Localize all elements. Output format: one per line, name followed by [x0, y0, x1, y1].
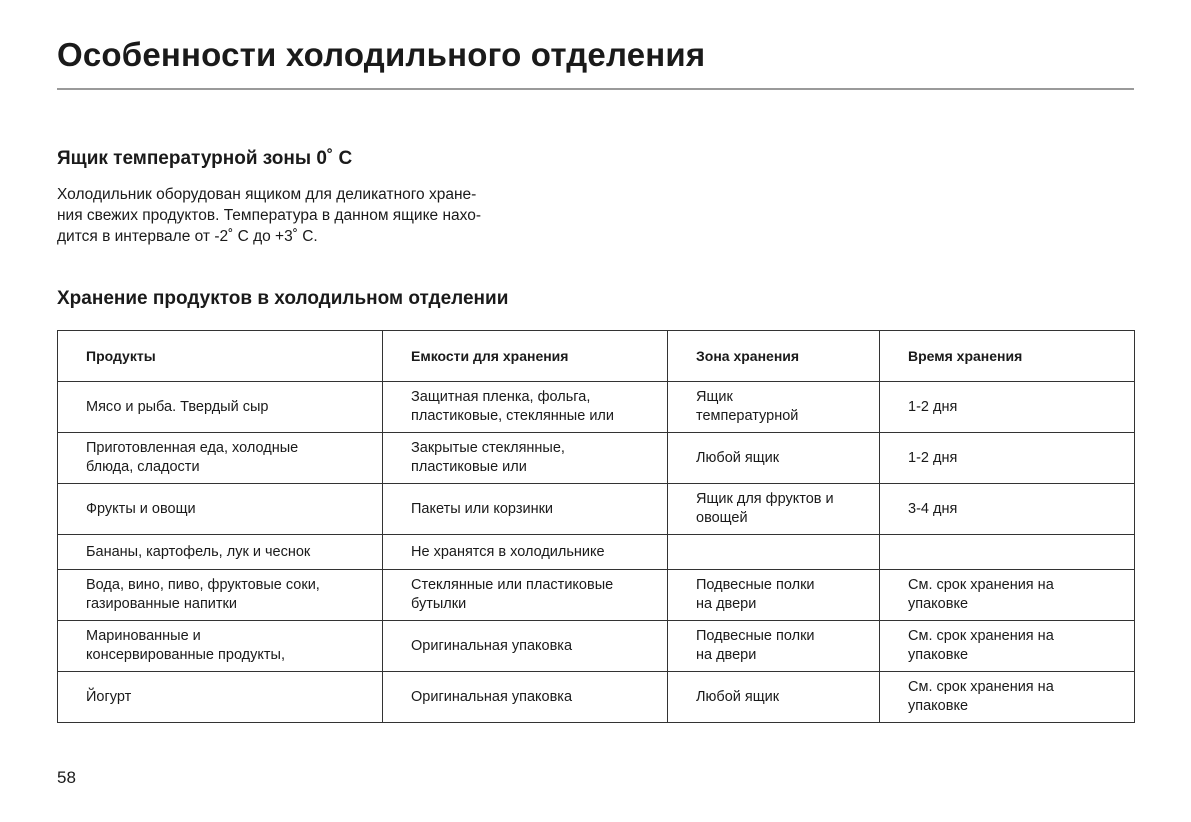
table-row	[58, 621, 1135, 672]
cell-line: Оригинальная упаковка	[411, 637, 573, 654]
header-containers: Емкости для хранения	[383, 331, 668, 382]
cell-line: газированные напитки	[86, 596, 237, 612]
cell-line: Подвесные полки	[696, 628, 815, 644]
cell-line: Не хранятся в холодильнике	[411, 543, 605, 560]
cell-time	[880, 535, 1135, 570]
cell-line: упаковке	[908, 647, 969, 663]
cell-zone	[668, 570, 880, 621]
cell-product	[58, 621, 383, 672]
cell-container	[383, 484, 668, 535]
cell-product	[58, 535, 383, 570]
header-products: Продукты	[58, 331, 383, 382]
cell-line: пластиковые или	[411, 459, 527, 475]
cell-zone	[668, 672, 880, 723]
intro-line: дится в интервале от -2˚ С до +3˚ С.	[57, 228, 318, 245]
section-heading-storage: Хранение продуктов в холодильном отделении	[57, 288, 509, 309]
cell-line: См. срок хранения на	[908, 628, 1054, 644]
cell-time	[880, 484, 1135, 535]
header-zone: Зона хранения	[668, 331, 880, 382]
table-row	[58, 570, 1135, 621]
cell-time	[880, 672, 1135, 723]
cell-zone	[668, 433, 880, 484]
cell-time	[880, 382, 1135, 433]
cell-line: Закрытые стеклянные,	[411, 440, 565, 456]
cell-product	[58, 433, 383, 484]
cell-line: Любой ящик	[696, 449, 780, 466]
page-number: 58	[57, 768, 76, 787]
cell-container	[383, 433, 668, 484]
cell-zone	[668, 535, 880, 570]
cell-line: Вода, вино, пиво, фруктовые соки,	[86, 577, 320, 593]
cell-line: Фрукты и овощи	[86, 500, 196, 517]
header-time: Время хранения	[880, 331, 1135, 382]
page-title: Особенности холодильного отделения	[57, 36, 706, 73]
cell-product	[58, 570, 383, 621]
cell-line: 1-2 дня	[908, 449, 958, 466]
cell-line: на двери	[696, 647, 757, 663]
cell-line: Приготовленная еда, холодные	[86, 440, 299, 456]
cell-container	[383, 535, 668, 570]
cell-line: 3-4 дня	[908, 500, 958, 517]
cell-line: Оригинальная упаковка	[411, 688, 573, 705]
cell-line: Пакеты или корзинки	[411, 500, 554, 517]
intro-line: ния свежих продуктов. Температура в данном ящике нахо-	[57, 207, 482, 224]
cell-line: упаковке	[908, 698, 969, 714]
storage-table	[57, 330, 1135, 723]
cell-line: Йогурт	[86, 688, 132, 705]
cell-time	[880, 621, 1135, 672]
cell-line: консервированные продукты,	[86, 647, 285, 663]
cell-line: температурной	[696, 408, 799, 424]
cell-line: Стеклянные или пластиковые	[411, 577, 614, 593]
cell-time	[880, 433, 1135, 484]
cell-line: Защитная пленка, фольга,	[411, 389, 591, 405]
intro-paragraph	[57, 184, 597, 247]
cell-container	[383, 672, 668, 723]
cell-product	[58, 484, 383, 535]
cell-container	[383, 570, 668, 621]
cell-line: овощей	[696, 510, 748, 526]
intro-line: Холодильник оборудован ящиком для деликатного хране-	[57, 186, 477, 203]
cell-product	[58, 672, 383, 723]
cell-line: бутылки	[411, 596, 467, 612]
table-header-row	[58, 331, 1135, 382]
section-heading-temperature-zone: Ящик температурной зоны 0˚ С	[57, 148, 353, 169]
cell-line: Ящик для фруктов и	[696, 491, 834, 507]
table-row	[58, 382, 1135, 433]
cell-line: блюда, сладости	[86, 459, 200, 475]
cell-line: пластиковые, стеклянные или	[411, 408, 614, 424]
table-body	[58, 382, 1135, 723]
cell-line: Любой ящик	[696, 688, 780, 705]
cell-line: Маринованные и	[86, 628, 201, 644]
cell-line: Бананы, картофель, лук и чеснок	[86, 543, 311, 560]
cell-zone	[668, 621, 880, 672]
cell-line: См. срок хранения на	[908, 577, 1054, 593]
table-row	[58, 672, 1135, 723]
cell-line: на двери	[696, 596, 757, 612]
cell-line: Подвесные полки	[696, 577, 815, 593]
cell-zone	[668, 484, 880, 535]
cell-zone	[668, 382, 880, 433]
cell-line: упаковке	[908, 596, 969, 612]
cell-line: См. срок хранения на	[908, 679, 1054, 695]
table-row	[58, 433, 1135, 484]
cell-container	[383, 382, 668, 433]
table-row	[58, 535, 1135, 570]
title-divider	[57, 88, 1134, 90]
cell-line: 1-2 дня	[908, 398, 958, 415]
cell-line: Мясо и рыба. Твердый сыр	[86, 398, 269, 415]
cell-container	[383, 621, 668, 672]
cell-product	[58, 382, 383, 433]
cell-time	[880, 570, 1135, 621]
table-row	[58, 484, 1135, 535]
cell-line: Ящик	[696, 389, 733, 405]
